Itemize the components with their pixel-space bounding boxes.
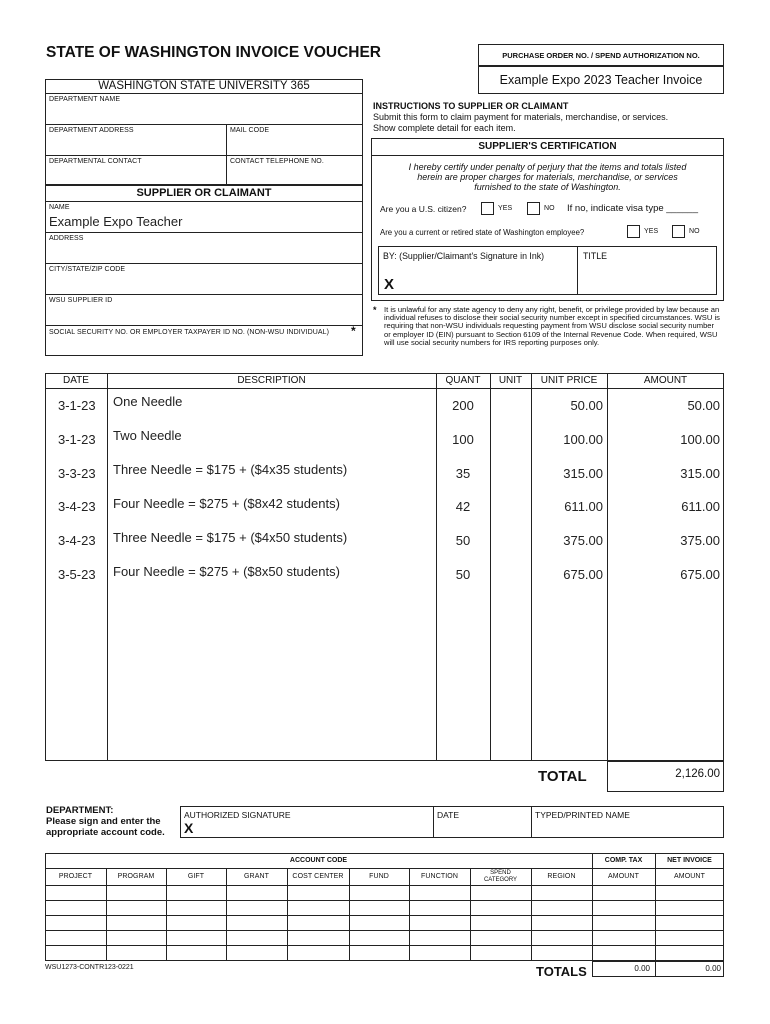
auth-signature-label: AUTHORIZED SIGNATURE (184, 810, 291, 820)
notice-text: It is unlawful for any state agency to deny any right, benefit, or privilege provided by law because an individual refuses to disclose their social security number except in specified circumstances. WSU is requiring that non-WSU individuals requesting payment from WSU disclose social security number or employer ID (EIN) pursuant to Section 6109 of the Internal Revenue Code. When required, WSU will use social security numbers for IRS reporting purposes only. (384, 305, 720, 347)
supplier-name-label: NAME (49, 204, 70, 211)
col-region: REGION (547, 873, 576, 880)
row-date: 3-1-23 (58, 432, 96, 447)
contact-phone-label: CONTACT TELEPHONE NO. (230, 158, 324, 165)
net-invoice-header: NET INVOICE (667, 857, 712, 864)
account-code-group-label: ACCOUNT CODE (289, 857, 348, 864)
visa-type-label: If no, indicate visa type ______ (567, 203, 698, 214)
row-date: 3-4-23 (58, 533, 96, 548)
col-date-header: DATE (63, 375, 89, 386)
citizen-yes-label: YES (498, 205, 513, 212)
row-amount: 675.00 (680, 567, 720, 582)
col-grant: GRANT (244, 873, 269, 880)
cert-line1: I hereby certify under penalty of perjury that the items and totals listed (408, 162, 687, 172)
row-unit-price: 375.00 (563, 533, 603, 548)
col-gift: GIFT (187, 873, 205, 880)
mail-code-label: MAIL CODE (230, 127, 270, 134)
po-field[interactable] (478, 66, 724, 94)
row-quant: 42 (455, 499, 471, 514)
po-label-box (478, 44, 724, 66)
auth-signature-x[interactable]: X (184, 820, 194, 836)
col-amount-header: AMOUNT (643, 375, 688, 386)
row-description: One Needle (113, 394, 183, 409)
supplier-city-label: CITY/STATE/ZIP CODE (49, 266, 126, 273)
agency-name: WASHINGTON STATE UNIVERSITY 365 (98, 80, 310, 92)
supplier-id-label: WSU SUPPLIER ID (49, 297, 113, 304)
row-unit-price: 315.00 (563, 466, 603, 481)
comp-tax-total: 0.00 (634, 964, 650, 973)
typed-name-label: TYPED/PRINTED NAME (535, 810, 630, 820)
row-date: 3-1-23 (58, 398, 96, 413)
supplier-address-label: ADDRESS (49, 235, 84, 242)
dept-address-label: DEPARTMENT ADDRESS (49, 127, 134, 134)
row-unit-price: 50.00 (570, 398, 603, 413)
totals-label: TOTALS (536, 964, 587, 979)
row-unit-price: 611.00 (564, 499, 603, 514)
instructions-title: INSTRUCTIONS TO SUPPLIER OR CLAIMANT (373, 101, 569, 111)
row-quant: 200 (452, 398, 474, 413)
col-quant-header: QUANT (445, 375, 481, 386)
row-description: Four Needle = $275 + ($8x42 students) (113, 496, 340, 511)
col-project: PROJECT (58, 873, 93, 880)
col-fund: FUND (369, 873, 389, 880)
approval-date-label: DATE (437, 810, 460, 820)
row-quant: 100 (452, 432, 474, 447)
col-unit-header: UNIT (498, 375, 523, 386)
employee-no-checkbox[interactable] (672, 225, 685, 238)
form-title: STATE OF WASHINGTON INVOICE VOUCHER (46, 44, 381, 61)
row-description: Three Needle = $175 + ($4x35 students) (113, 462, 348, 477)
approval-dept-line1: Please sign and enter the (46, 816, 161, 827)
row-amount: 50.00 (687, 398, 720, 413)
row-quant: 50 (455, 567, 471, 582)
col-comp-tax-amount: AMOUNT (608, 873, 639, 880)
row-amount: 611.00 (681, 499, 720, 514)
notice-star: * (373, 305, 377, 315)
total-label: TOTAL (538, 768, 587, 785)
row-description: Three Needle = $175 + ($4x50 students) (113, 530, 348, 545)
row-description: Two Needle (113, 428, 182, 443)
citizen-no-checkbox[interactable] (527, 202, 540, 215)
cert-line2: herein are proper charges for materials, merchandise, or services (417, 172, 678, 182)
dept-contact-label: DEPARTMENTAL CONTACT (49, 158, 142, 165)
po-label: PURCHASE ORDER NO. / SPEND AUTHORIZATION NO. (502, 51, 700, 60)
comp-tax-header: COMP. TAX (604, 857, 643, 864)
signature-x-mark: X (384, 276, 395, 293)
citizen-yes-checkbox[interactable] (481, 202, 494, 215)
row-quant: 50 (455, 533, 471, 548)
employee-no-label: NO (689, 228, 700, 235)
ssn-asterisk: * (351, 324, 356, 338)
row-date: 3-5-23 (58, 567, 96, 582)
employee-yes-checkbox[interactable] (627, 225, 640, 238)
row-unit-price: 100.00 (563, 432, 603, 447)
employee-yes-label: YES (644, 228, 659, 235)
row-amount: 315.00 (680, 466, 720, 481)
row-date: 3-3-23 (58, 466, 96, 481)
col-net-invoice-amount: AMOUNT (674, 873, 705, 880)
row-date: 3-4-23 (58, 499, 96, 514)
row-unit-price: 675.00 (563, 567, 603, 582)
instructions-line2: Show complete detail for each item. (373, 123, 516, 133)
po-value: Example Expo 2023 Teacher Invoice (499, 73, 703, 87)
signature-by-label: BY: (Supplier/Claimant's Signature in Ink) (383, 251, 545, 261)
cert-line3: furnished to the state of Washington. (474, 182, 621, 192)
ssn-label: SOCIAL SECURITY NO. OR EMPLOYER TAXPAYER ID NO. (NON-WSU INDIVIDUAL) (49, 329, 330, 336)
supplier-header: SUPPLIER OR CLAIMANT (136, 187, 272, 199)
net-invoice-total: 0.00 (705, 964, 721, 973)
citizen-question: Are you a U.S. citizen? (380, 204, 467, 214)
instructions-line1: Submit this form to claim payment for materials, merchandise, or services. (373, 112, 669, 122)
col-program: PROGRAM (117, 873, 155, 880)
supplier-name-value[interactable]: Example Expo Teacher (49, 214, 183, 229)
form-id: WSU1273-CONTR123-0221 (45, 964, 134, 971)
employee-question: Are you a current or retired state of Washington employee? (380, 228, 585, 237)
row-quant: 35 (455, 466, 471, 481)
col-unit-price-header: UNIT PRICE (540, 375, 598, 386)
total-value: 2,126.00 (675, 768, 720, 780)
col-cost-center: COST CENTER (292, 873, 344, 880)
row-amount: 375.00 (680, 533, 720, 548)
row-description: Four Needle = $275 + ($8x50 students) (113, 564, 340, 579)
approval-dept-label: DEPARTMENT: (46, 805, 114, 816)
col-function: FUNCTION (421, 873, 458, 880)
signature-title-label: TITLE (583, 251, 607, 261)
approval-dept-line2: appropriate account code. (46, 827, 165, 838)
col-description-header: DESCRIPTION (237, 375, 306, 386)
row-amount: 100.00 (680, 432, 720, 447)
citizen-no-label: NO (544, 205, 555, 212)
col-spend-category: SPEND CATEGORY (483, 870, 518, 883)
dept-name-label: DEPARTMENT NAME (49, 96, 121, 103)
certification-header: SUPPLIER'S CERTIFICATION (478, 141, 617, 152)
